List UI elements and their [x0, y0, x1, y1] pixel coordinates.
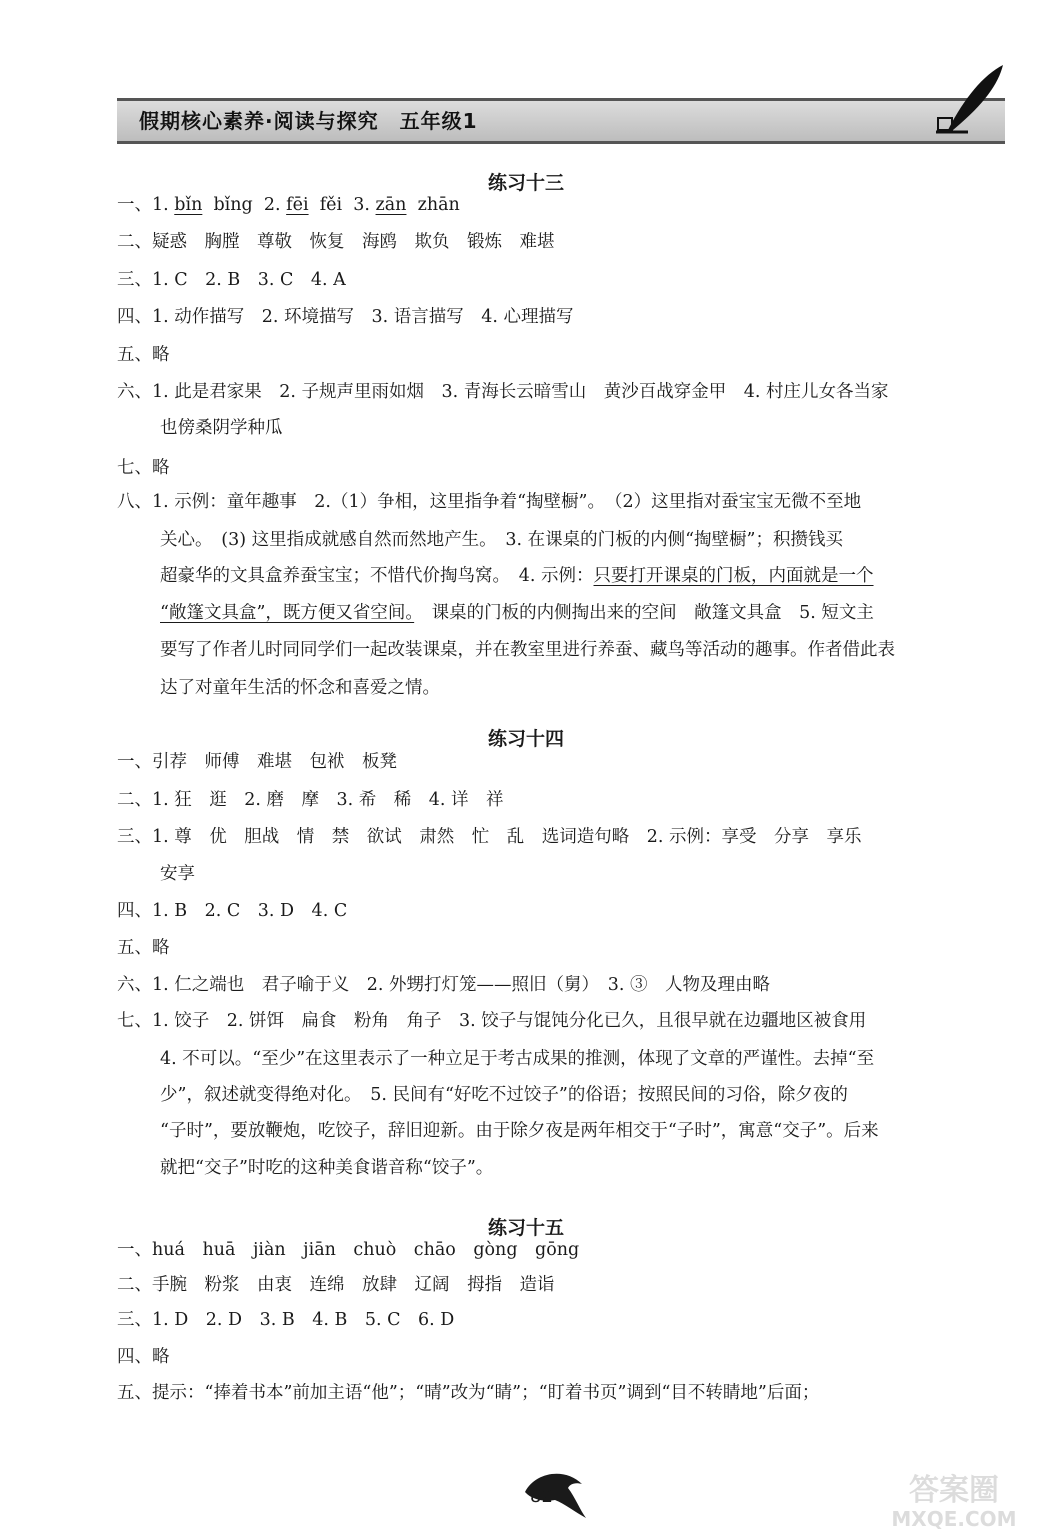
- text-run: 要写了作者儿时同同学们一起改装课桌，并在教室里进行养蚕、藏鸟等活动的趣事。作者借此表: [160, 640, 895, 660]
- answer-line: [160, 676, 440, 700]
- section-title: 练习十三: [487, 172, 564, 194]
- answer-line: [160, 416, 283, 440]
- text-run: fěi 3.: [308, 195, 376, 215]
- header-title: 假期核心素养·阅读与探究 五年级1: [139, 109, 478, 133]
- text-run: 七、1. 饺子 2. 饼饵 扁食 粉角 角子 3. 饺子与馄饨分化已久，且很早就在边疆地区被食用: [117, 1011, 867, 1031]
- answer-line: [160, 862, 195, 886]
- quill-icon: [928, 60, 1008, 140]
- answer-line: [117, 456, 170, 480]
- svg-text:答案圈: 答案圈: [909, 1473, 999, 1508]
- answer-line: [117, 268, 346, 292]
- answer-line: [117, 750, 397, 774]
- text-run: 也傍桑阴学种瓜: [160, 418, 283, 438]
- text-run: 四、1. 动作描写 2. 环境描写 3. 语言描写 4. 心理描写: [117, 307, 574, 327]
- text-run: 一、引荐 师傅 难堪 包袱 板凳: [117, 752, 397, 772]
- text-run: 四、1. B 2. C 3. D 4. C: [117, 901, 348, 921]
- text-run: 二、疑惑 胸膛 尊敬 恢复 海鸥 欺负 锻炼 难堪: [117, 232, 555, 252]
- underlined-text: fēi: [286, 195, 309, 215]
- answer-line: [117, 343, 170, 367]
- answer-line: [117, 899, 347, 923]
- answer-line: [117, 1381, 819, 1405]
- text-run: 二、1. 狂 逛 2. 磨 摩 3. 希 稀 4. 详 祥: [117, 790, 504, 810]
- text-run: 安享: [160, 864, 195, 884]
- answer-line: [117, 193, 460, 217]
- section-title: 练习十五: [487, 1217, 564, 1239]
- answer-line: [160, 1083, 848, 1107]
- answer-line: [160, 601, 874, 625]
- answer-line: [160, 528, 843, 552]
- underlined-text: zān: [375, 195, 407, 215]
- answer-line: [160, 1119, 879, 1143]
- answer-line: [160, 1156, 493, 1180]
- text-run: 超豪华的文具盒养蚕宝宝；不惜代价掏鸟窝。 4. 示例：: [160, 566, 594, 586]
- answer-line: [117, 825, 862, 849]
- text-run: 七、略: [117, 458, 170, 478]
- underlined-text: 只要打开课桌的门板，内面就是一个: [593, 566, 874, 586]
- text-run: 二、手腕 粉浆 由衷 连绵 放肆 辽阔 拇指 造诣: [117, 1275, 555, 1295]
- header-bar: [117, 98, 1005, 144]
- text-run: 三、1. D 2. D 3. B 4. B 5. C 6. D: [117, 1310, 455, 1330]
- text-run: 六、1. 仁之端也 君子喻于义 2. 外甥打灯笼——照旧（舅） 3. ③ 人物及理由略: [117, 975, 771, 995]
- answer-line: [117, 1308, 454, 1332]
- text-run: 达了对童年生活的怀念和喜爱之情。: [160, 678, 440, 698]
- text-run: bǐng 2.: [202, 195, 287, 215]
- answer-line: [117, 230, 555, 254]
- answer-line: [117, 1273, 555, 1297]
- underlined-text: “敞篷文具盒”，既方便又省空间。: [160, 603, 415, 623]
- answer-line: [117, 1238, 579, 1262]
- text-run: 课桌的门板的内侧掏出来的空间 敞篷文具盒 5. 短文主: [414, 603, 874, 623]
- answer-line: [117, 490, 861, 514]
- text-run: 五、提示：“捧着书本”前加主语“他”；“晴”改为“睛”；“盯着书页”调到“目不转睛地”后面；: [117, 1383, 820, 1403]
- text-run: 四、略: [117, 1347, 170, 1367]
- page-number: 82: [530, 1486, 553, 1507]
- text-run: 一、huá huā jiàn jiān chuò chāo gòng gōng: [117, 1240, 580, 1260]
- answer-line: [117, 1009, 866, 1033]
- text-run: 五、略: [117, 938, 170, 958]
- text-run: 一、1.: [117, 195, 175, 215]
- answer-line: [117, 973, 770, 997]
- answer-line: [117, 380, 889, 404]
- answer-line: [160, 1047, 874, 1071]
- answer-line: [117, 936, 170, 960]
- text-run: 4. 不可以。“至少”在这里表示了一种立足于考古成果的推测，体现了文章的严谨性。去掉“至: [160, 1049, 875, 1069]
- underlined-text: bǐn: [174, 195, 203, 215]
- answer-line: [117, 1345, 170, 1369]
- text-run: 五、略: [117, 345, 170, 365]
- text-run: zhān: [406, 195, 460, 215]
- answer-line: [160, 564, 874, 588]
- watermark-logo: [864, 1470, 1044, 1530]
- answer-line: [117, 305, 574, 329]
- text-run: 就把“交子”时吃的这种美食谐音称“饺子”。: [160, 1158, 494, 1178]
- answer-line: [117, 788, 504, 812]
- text-run: “子时”，要放鞭炮，吃饺子，辞旧迎新。由于除夕夜是两年相交于“子时”，寓意“交子”。后来: [160, 1121, 879, 1141]
- text-run: 关心。 (3) 这里指成就感自然而然地产生。 3. 在课桌的门板的内侧“掏壁橱”；积攒钱买: [160, 530, 844, 550]
- section-title: 练习十四: [487, 728, 564, 750]
- text-run: 三、1. C 2. B 3. C 4. A: [117, 270, 346, 290]
- text-run: 少”，叙述就变得绝对化。 5. 民间有“好吃不过饺子”的俗语；按照民间的习俗，除夕夜的: [160, 1085, 848, 1105]
- svg-text:MXQE.COM: MXQE.COM: [891, 1507, 1017, 1530]
- answer-line: [160, 638, 895, 662]
- text-run: 八、1. 示例：童年趣事 2.（1）争相，这里指争着“掏壁橱”。 （2）这里指对蚕宝宝无微不至地: [117, 492, 862, 512]
- text-run: 三、1. 尊 优 胆战 情 禁 欲试 肃然 忙 乱 选词造句略 2. 示例：享受 分享 享乐: [117, 827, 862, 847]
- text-run: 六、1. 此是君家果 2. 子规声里雨如烟 3. 青海长云暗雪山 黄沙百战穿金甲 4. 村庄儿女各当家: [117, 382, 889, 402]
